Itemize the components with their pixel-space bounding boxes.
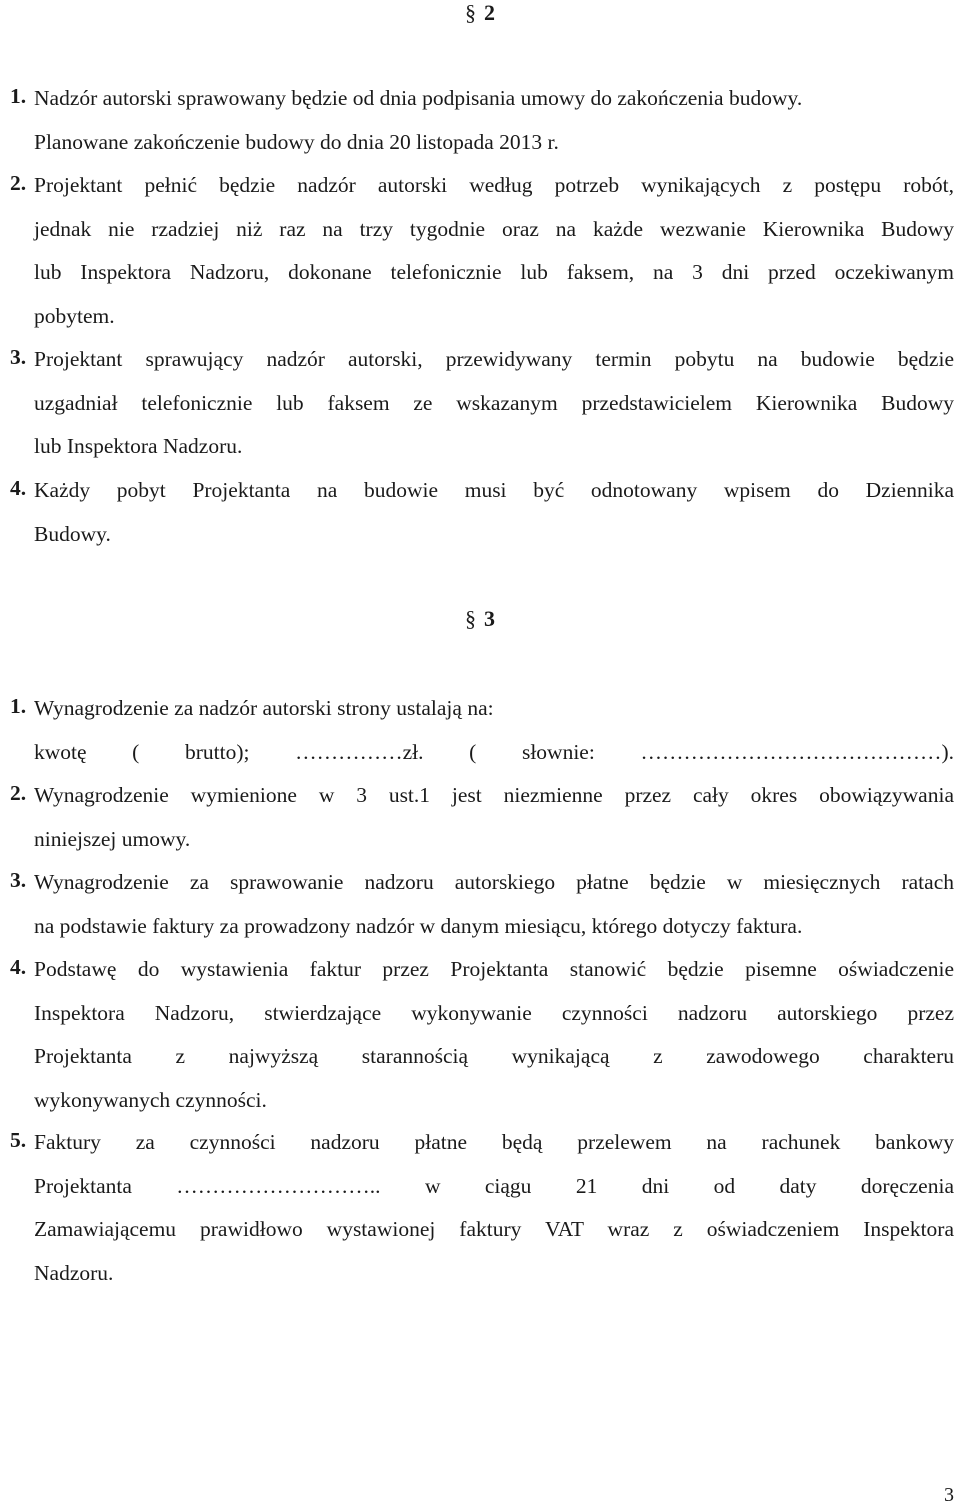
section-2-paragraph-2 [10,171,954,345]
text-line: kwotę ( brutto); ……………zł. ( słownie: ……………………………………). [34,739,954,764]
paragraph-number: 2. [10,781,27,805]
text-line: niniejszej umowy. [34,826,191,851]
text-line: Nadzór autorski sprawowany będzie od dnia podpisania umowy do zakończenia budowy. [34,86,803,110]
text-line: Projektant sprawujący nadzór autorski, przewidywany termin pobytu na budowie będzie [34,347,954,371]
text-line: Wynagrodzenie za nadzór autorski strony ustalają na: [34,696,494,720]
section-3-paragraph-4 [10,955,954,1129]
text-line: Planowane zakończenie budowy do dnia 20 listopada 2013 r. [34,129,559,154]
section-2-paragraph-4 [10,476,954,563]
text-line: Wynagrodzenie za sprawowanie nadzoru autorskiego płatne będzie w miesięcznych ratach [34,870,954,894]
text-line: Każdy pobyt Projektanta na budowie musi być odnotowany wpisem do Dziennika [34,478,954,502]
section-sign: § [465,606,476,631]
text-line: Projektanta ……………………….. w ciągu 21 dni od daty doręczenia [34,1173,954,1198]
paragraph-number: 4. [10,955,27,979]
section-2-paragraph-1 [10,84,954,171]
page-number: 3 [944,1484,954,1506]
text-line: lub Inspektora Nadzoru, dokonane telefonicznie lub faksem, na 3 dni przed oczekiwanym [34,260,954,284]
text-line: lub Inspektora Nadzoru. [34,434,243,458]
section-number: 3 [484,606,495,631]
paragraph-number: 2. [10,171,27,195]
section-3-paragraph-2 [10,781,954,868]
text-line: Zamawiającemu prawidłowo wystawionej faktury VAT wraz z oświadczeniem Inspektora [34,1217,954,1241]
section-number: 2 [484,0,495,25]
text-line: uzgadniał telefonicznie lub faksem ze wskazanym przedstawicielem Kierownika Budowy [34,390,954,415]
section-2-paragraph-3 [10,345,954,476]
section-3-paragraph-5 [10,1128,954,1302]
text-line: pobytem. [34,303,115,328]
paragraph-number: 4. [10,476,27,500]
text-line: na podstawie faktury za prowadzony nadzór w danym miesiącu, którego dotyczy faktura. [34,913,803,938]
paragraph-number: 1. [10,694,27,718]
text-line: Wynagrodzenie wymienione w 3 ust.1 jest niezmienne przez cały okres obowiązywania [34,783,954,807]
text-line: Budowy. [34,521,111,546]
text-line: jednak nie rzadziej niż raz na trzy tygodnie oraz na każde wezwanie Kierownika Budowy [34,216,954,241]
text-line: Projektant pełnić będzie nadzór autorski według potrzeb wynikających z postępu robót, [34,173,954,197]
paragraph-number: 3. [10,345,27,369]
text-line: wykonywanych czynności. [34,1087,267,1112]
section-3-paragraph-1 [10,694,954,781]
text-line: Projektanta z najwyższą starannością wynikającą z zawodowego charakteru [34,1044,954,1068]
section-heading-3 [0,606,960,632]
paragraph-number: 5. [10,1128,27,1152]
text-line: Nadzoru. [34,1260,114,1285]
text-line: Podstawę do wystawienia faktur przez Projektanta stanowić będzie pisemne oświadczenie [34,957,954,981]
section-heading-2 [0,0,960,26]
text-line: Inspektora Nadzoru, stwierdzające wykonywanie czynności nadzoru autorskiego przez [34,1000,954,1025]
paragraph-number: 1. [10,84,27,108]
section-sign: § [465,0,476,25]
section-3-paragraph-3 [10,868,954,955]
paragraph-number: 3. [10,868,27,892]
text-line: Faktury za czynności nadzoru płatne będą przelewem na rachunek bankowy [34,1130,954,1154]
